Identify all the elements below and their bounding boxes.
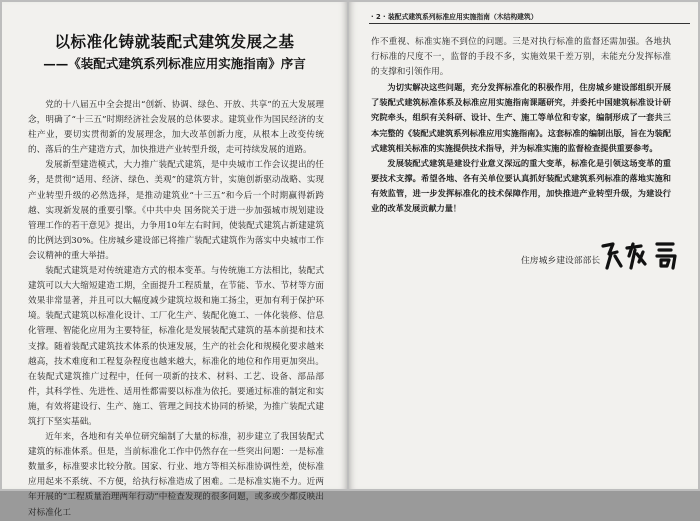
signature-label: 住房城乡建设部部长: [521, 256, 601, 266]
paragraph: 为切实解决这些问题，充分发挥标准化的积极作用，住房城乡建设部组织开展了装配式建筑标准体系及标准应用实施指南课题研究，并委托中国建筑标准设计研究院牵头，组织有关科研、设计、生产、施工等单位和专家，编制形成了一套共三本完整的《装配式建筑系列标准应用实施指南》。这套标准的编制出版，旨在为装配式建筑相关标准的实施提供技术指导，并为标准实施的监督检查提供重要参考。: [371, 82, 671, 153]
left-page: [2, 2, 347, 518]
paragraph: 党的十八届五中全会提出“创新、协调、绿色、开放、共享”的五大发展理念，明确了“十三五”时期经济社会发展的总体要求。建筑业作为国民经济的支柱产业，要切实贯彻新的发展理念，加大改革创新力度，从根本上改变传统的、落后的生产建造方式，加快推进产业转型升级，走可持续发展的道路。: [28, 100, 324, 156]
handwritten-signature: [599, 238, 691, 272]
right-page: [349, 2, 698, 489]
paragraph: 近年来，各地和有关单位研究编制了大量的标准，初步建立了我国装配式建筑的标准体系。但是，当前标准化工作中仍然存在一些突出问题：一是标准数量多，标准要求比较分散。国家、行业、地方等相关标准协调性差，使标准应用起来不系统、不方便，给执行标准造成了困难。二是标准实施不力。近两年开展的“工程质量治理两年行动”中检查发现的很多问题，或多或少都反映出对标准化工: [28, 432, 324, 518]
paragraph: 发展装配式建筑是建设行业意义深远的重大变革，标准化是引领这场变革的重要技术支撑。希望各地、各有关单位要认真抓好装配式建筑系列标准的落地实施和有效监管，进一步发挥标准化的技术保障作用，加快推进产业转型升级，为建设行业的改革发展贡献力量！: [371, 157, 671, 214]
page-title: 以标准化铸就装配式建筑发展之基: [54, 33, 295, 51]
paragraph: 作不重视、标准实施不到位的问题。三是对执行标准的监督还需加强。各地执行标准的尺度不一，监督的手段不多，实施效果千差万别，未能充分发挥标准的支撑和引领作用。: [371, 37, 671, 78]
header-rule: [369, 23, 690, 24]
paragraph: 装配式建筑是对传统建造方式的根本变革。与传统施工方法相比，装配式建筑可以大大缩短建造工期，全面提升工程质量，在节能、节水、节材等方面效果非常显著，并且可以大幅度减少建筑垃圾和施工扬尘，更加有利于保护环境。装配式建筑以标准化设计、工厂化生产、装配化施工、一体化装修、信息化管理、智能化应用为主要特征，标准化是发展装配式建筑的基本前提和技术支撑。随着装配式建筑技术体系的快速发展，生产的社会化和规模化要求越来越高，技术难度和工程复杂程度也越来越大，标准化的地位和作用更加突出。在装配式建筑推广过程中，任何一项新的技术、材料、工艺、设备、部品部件，其科学性、先进性、适用性都需要以标准为依托。要通过标准的制定和实施，有效将建设行、生产、施工、管理之间技术协同的桥梁，为推广装配式建筑打下坚实基础。: [28, 266, 324, 427]
paragraph: 发展新型建造模式，大力推广装配式建筑，是中央城市工作会议提出的任务，是贯彻“适用、经济、绿色、美观”的建筑方针，实施创新驱动战略、实现产业转型升级的必然选择，是推动建筑业“十三五”和今后一个时期赢得新跨越、实现新发展的重要引擎。《中共中央 国务院关于进一步加强城市规划建设管理工作的若干意见》提出，力争用10年左右时间，使装配式建筑占新建建筑的比例达到30%。住房城乡建设部已将推广装配式建筑作为落实中央城市工作会议精神的重大举措。: [28, 160, 324, 261]
left-body-text: [28, 98, 324, 518]
running-head: · 2 · 装配式建筑系列标准应用实施指南（木结构建筑）: [371, 13, 538, 21]
page-subtitle: ——《装配式建筑系列标准应用实施指南》序言: [43, 56, 306, 71]
